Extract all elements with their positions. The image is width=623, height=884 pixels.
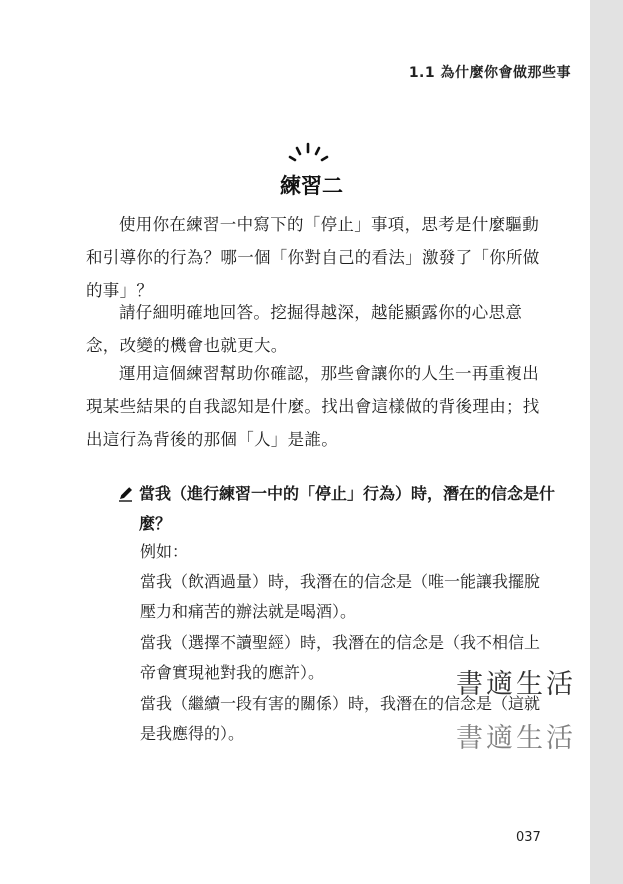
sparkle-icon bbox=[284, 140, 334, 166]
reflection-prompt bbox=[117, 479, 557, 539]
pencil-icon bbox=[117, 485, 134, 502]
example-3: 當我（繼續一段有害的關係）時，我潛在的信念是（這就是我應得的）。 bbox=[140, 694, 541, 743]
paragraph-1: 使用你在練習一中寫下的「停止」事項，思考是什麼驅動和引導你的行為？哪一個「你對自己的看法」激發了「你所做的事」？ bbox=[86, 215, 540, 300]
example-2: 當我（選擇不讀聖經）時，我潛在的信念是（我不相信上帝會實現祂對我的應許）。 bbox=[140, 633, 541, 682]
example-label: 例如： bbox=[140, 542, 189, 561]
paragraph-2: 請仔細明確地回答。挖掘得越深，越能顯露你的心思意念，改變的機會也就更大。 bbox=[86, 303, 523, 355]
scan-margin bbox=[590, 0, 623, 884]
running-header: 1.1 為什麼你會做那些事 bbox=[408, 65, 571, 81]
watermark: 書適生活 bbox=[456, 669, 576, 700]
watermark-shadow: 書適生活 bbox=[456, 723, 576, 754]
page-number: 037 bbox=[516, 830, 541, 845]
exercise-title: 練習二 bbox=[280, 174, 343, 198]
example-1: 當我（飲酒過量）時，我潛在的信念是（唯一能讓我擺脫壓力和痛苦的辦法就是喝酒）。 bbox=[140, 572, 541, 621]
paragraph-3: 運用這個練習幫助你確認，那些會讓你的人生一再重複出現某些結果的自我認知是什麼。找出會這樣做的背後理由；找出這行為背後的那個「人」是誰。 bbox=[86, 364, 540, 449]
prompt-text: 當我（進行練習一中的「停止」行為）時，潛在的信念是什麼？ bbox=[139, 484, 556, 533]
